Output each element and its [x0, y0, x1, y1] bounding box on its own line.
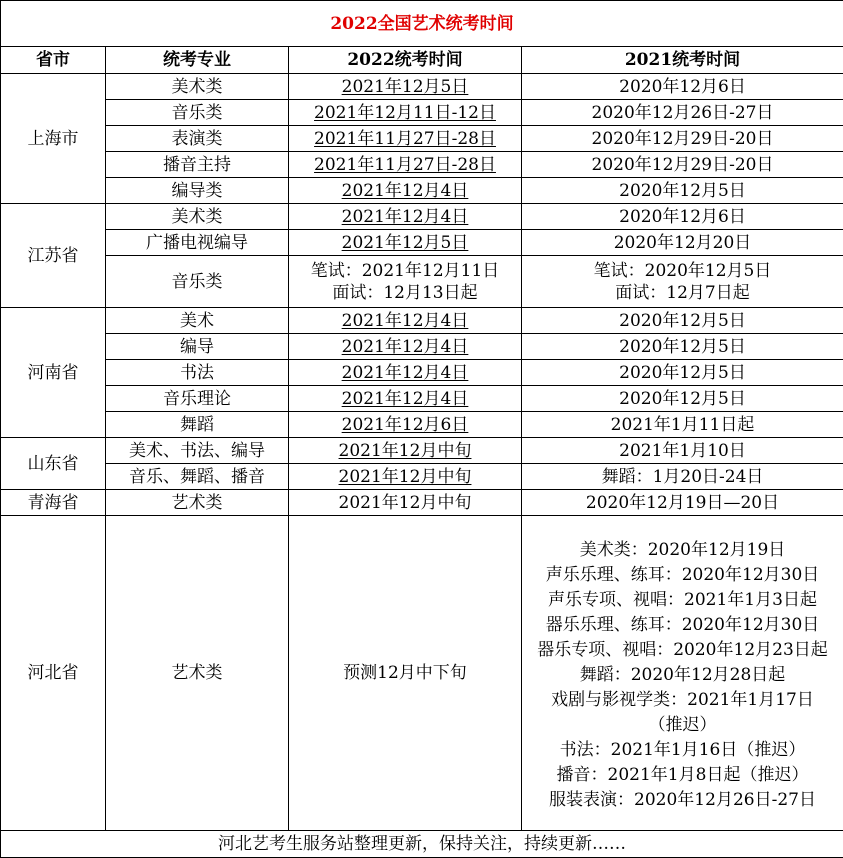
major-cell: 音乐理论	[106, 386, 289, 412]
table-row	[1, 256, 843, 308]
date-2021-cell	[522, 256, 843, 308]
date-2022-cell	[289, 308, 522, 334]
date-2021-cell	[522, 230, 843, 256]
date-2021-cell	[522, 386, 843, 412]
date-text: 2021年12月5日	[341, 76, 469, 97]
table-row	[1, 178, 843, 204]
date-2022-cell	[289, 74, 522, 100]
date-text: 2021年1月10日	[619, 440, 746, 461]
date-line: 面试：12月7日起	[615, 282, 750, 303]
province-cell: 青海省	[1, 490, 106, 516]
date-2021-cell	[522, 438, 843, 464]
date-2022-cell	[289, 256, 522, 308]
date-line: 戏剧与影视学类：2021年1月17日	[551, 690, 814, 710]
date-text: 2021年12月4日	[341, 336, 469, 357]
date-text: 2020年12月5日	[619, 310, 746, 331]
major-cell: 广播电视编导	[106, 230, 289, 256]
table-row	[1, 386, 843, 412]
date-2022-cell	[289, 464, 522, 490]
date-text: 2021年12月4日	[341, 388, 469, 409]
table-row	[1, 230, 843, 256]
date-text: 2021年1月11日起	[610, 414, 755, 435]
date-text: 2021年12月4日	[341, 206, 469, 227]
date-text: 2020年12月5日	[619, 336, 746, 357]
date-text: 2020年12月20日	[613, 232, 752, 253]
date-line: 笔试：2020年12月5日	[593, 260, 772, 281]
footer-note: 河北艺考生服务站整理更新，保持关注，持续更新……	[1, 831, 843, 858]
date-line: 声乐专项、视唱：2021年1月3日起	[548, 590, 817, 610]
date-2021-cell	[522, 360, 843, 386]
date-2021-cell	[522, 308, 843, 334]
major-cell: 美术类	[106, 204, 289, 230]
date-text: 2021年12月6日	[341, 414, 469, 435]
page-title: 2022全国艺术统考时间	[1, 1, 843, 47]
province-cell: 江苏省	[1, 204, 106, 308]
date-2021-cell	[522, 204, 843, 230]
major-cell: 美术、书法、编导	[106, 438, 289, 464]
major-cell: 舞蹈	[106, 412, 289, 438]
date-text: 2020年12月5日	[619, 362, 746, 383]
date-2021-cell	[522, 490, 843, 516]
date-text: 2021年12月4日	[341, 362, 469, 383]
date-text: 2021年11月27日-28日	[314, 128, 496, 149]
table-row	[1, 412, 843, 438]
major-cell: 艺术类	[106, 516, 289, 831]
date-line: 服装表演：2020年12月26日-27日	[549, 790, 816, 810]
table-row	[1, 464, 843, 490]
header-province: 省市	[1, 47, 106, 74]
major-cell: 书法	[106, 360, 289, 386]
date-2022-cell	[289, 100, 522, 126]
date-text: 2021年12月11日-12日	[314, 102, 496, 123]
date-text: 2021年12月中旬	[338, 466, 472, 487]
date-line: 器乐专项、视唱：2020年12月23日起	[537, 640, 828, 660]
date-2022-cell	[289, 386, 522, 412]
major-cell: 音乐类	[106, 100, 289, 126]
date-line: 面试：12月13日起	[332, 282, 478, 303]
table-row	[1, 516, 843, 831]
table-row	[1, 438, 843, 464]
major-cell: 表演类	[106, 126, 289, 152]
date-2021-cell	[522, 178, 843, 204]
date-2021-cell	[522, 100, 843, 126]
date-2022-cell	[289, 438, 522, 464]
date-2022-cell	[289, 334, 522, 360]
header-2022: 2022统考时间	[289, 47, 522, 74]
date-line: 声乐乐理、练耳：2020年12月30日	[545, 565, 820, 585]
date-text: 2021年12月4日	[341, 310, 469, 331]
major-cell: 音乐类	[106, 256, 289, 308]
date-text: 2021年12月4日	[341, 180, 469, 201]
date-2022-cell	[289, 178, 522, 204]
table-row	[1, 308, 843, 334]
date-line: 笔试：2021年12月11日	[310, 260, 500, 281]
table-row	[1, 334, 843, 360]
date-2021-cell	[522, 74, 843, 100]
date-text: 2020年12月29日-20日	[591, 154, 774, 175]
date-text: 2020年12月6日	[619, 206, 746, 227]
date-line: （推迟）	[648, 715, 717, 735]
date-line: 器乐乐理、练耳：2020年12月30日	[545, 615, 820, 635]
date-text: 2020年12月6日	[619, 76, 746, 97]
date-2021-cell	[522, 334, 843, 360]
date-2022-cell	[289, 490, 522, 516]
major-cell: 美术类	[106, 74, 289, 100]
date-2022-cell	[289, 230, 522, 256]
major-cell: 美术	[106, 308, 289, 334]
date-text: 2021年11月27日-28日	[314, 154, 496, 175]
date-2021-cell	[522, 152, 843, 178]
table-row	[1, 360, 843, 386]
table-row	[1, 100, 843, 126]
date-text: 2021年12月5日	[341, 232, 469, 253]
date-2021-cell	[522, 516, 843, 831]
header-2021: 2021统考时间	[522, 47, 843, 74]
major-cell: 编导类	[106, 178, 289, 204]
date-2021-cell	[522, 412, 843, 438]
header-major: 统考专业	[106, 47, 289, 74]
major-cell: 播音主持	[106, 152, 289, 178]
province-cell: 河南省	[1, 308, 106, 438]
table-row	[1, 74, 843, 100]
date-2022-cell	[289, 152, 522, 178]
province-cell: 山东省	[1, 438, 106, 490]
date-2022-cell	[289, 516, 522, 831]
date-text: 预测12月中下旬	[343, 663, 467, 683]
table-row	[1, 126, 843, 152]
date-text: 2020年12月19日—20日	[585, 492, 780, 513]
date-2022-cell	[289, 412, 522, 438]
date-text: 2020年12月26日-27日	[591, 102, 774, 123]
date-text: 2021年12月中旬	[338, 492, 472, 513]
province-cell: 河北省	[1, 516, 106, 831]
major-cell: 编导	[106, 334, 289, 360]
province-cell: 上海市	[1, 74, 106, 204]
major-cell: 音乐、舞蹈、播音	[106, 464, 289, 490]
table-row	[1, 490, 843, 516]
date-line: 播音：2021年1月8日起（推迟）	[556, 765, 809, 785]
date-line: 书法：2021年1月16日（推迟）	[559, 740, 806, 760]
date-text: 舞蹈：1月20日-24日	[601, 466, 764, 487]
date-text: 2020年12月29日-20日	[591, 128, 774, 149]
date-2021-cell	[522, 464, 843, 490]
date-2021-cell	[522, 126, 843, 152]
major-cell: 艺术类	[106, 490, 289, 516]
date-line: 舞蹈：2020年12月28日起	[579, 665, 786, 685]
table-row	[1, 204, 843, 230]
date-2022-cell	[289, 360, 522, 386]
date-2022-cell	[289, 204, 522, 230]
date-line: 美术类：2020年12月19日	[579, 540, 786, 560]
date-text: 2020年12月5日	[619, 180, 746, 201]
date-text: 2020年12月5日	[619, 388, 746, 409]
date-text: 2021年12月中旬	[338, 440, 472, 461]
date-2022-cell	[289, 126, 522, 152]
table-row	[1, 152, 843, 178]
